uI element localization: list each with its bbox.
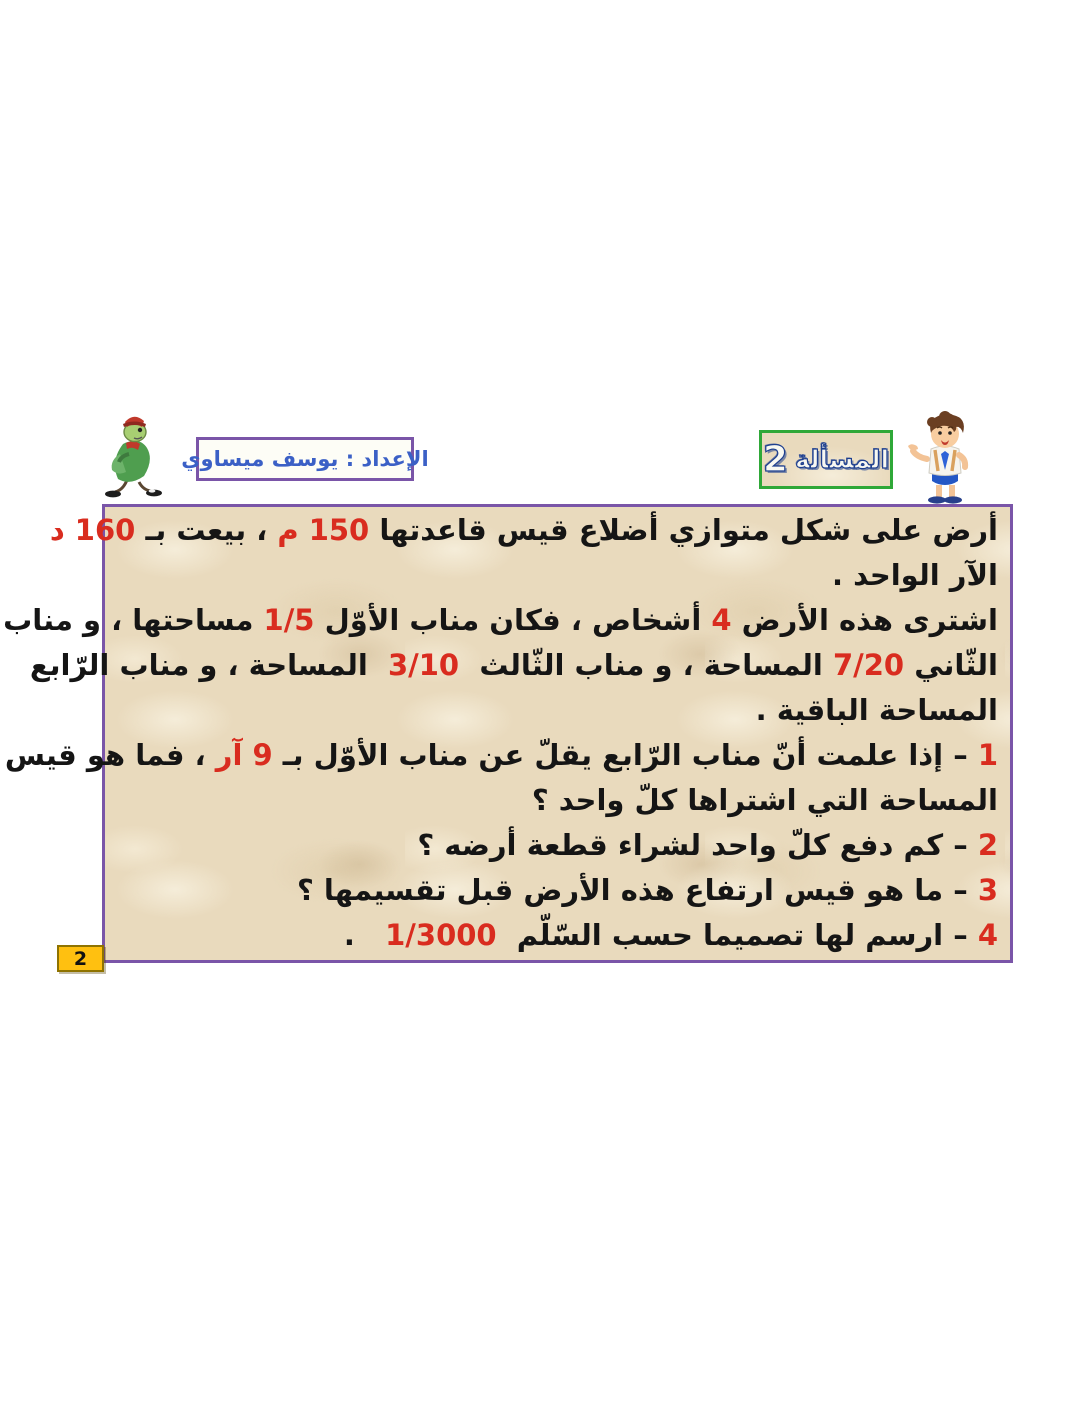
text-segment: 3/10 <box>387 648 460 682</box>
text-segment: ، بيعت بـ <box>135 513 278 547</box>
page-number-badge <box>57 945 104 972</box>
problem-line <box>4 733 998 778</box>
problem-title-number: 2 <box>762 438 788 480</box>
problem-line <box>115 688 998 733</box>
problem-box <box>3 504 1013 963</box>
text-segment: 1/3000 <box>385 918 497 952</box>
text-segment: الثّاني <box>904 648 998 682</box>
problem-line <box>115 823 998 868</box>
problem-title-word: المسألة <box>794 445 890 474</box>
text-segment: المساحة ، و مناب الثّالث <box>459 648 833 682</box>
schoolboy-character-icon <box>897 406 992 508</box>
problem-text <box>3 508 998 958</box>
text-segment: 3 <box>977 873 998 907</box>
text-segment: – ما هو قيس ارتفاع هذه الأرض قبل تقسيمها ؟ <box>296 873 978 907</box>
text-segment: 1/5 <box>263 603 315 637</box>
text-segment: 7/20 <box>832 648 905 682</box>
text-segment: اشترى هذه الأرض <box>731 603 998 637</box>
problem-title-box <box>759 430 893 489</box>
page-number-label: 2 <box>73 947 88 970</box>
text-segment: – كم دفع كلّ واحد لشراء قطعة أرضه ؟ <box>417 828 978 862</box>
problem-line <box>3 598 998 643</box>
text-segment: أشخاص ، فكان مناب الأوّل <box>314 603 712 637</box>
text-segment: ، فما هو قيس <box>4 738 216 772</box>
text-segment: الآر الواحد . <box>831 558 998 592</box>
text-segment: 150 م <box>277 513 370 547</box>
problem-line <box>115 553 998 598</box>
text-segment: المساحة التي اشتراها كلّ واحد ؟ <box>531 783 998 817</box>
text-segment: 2 <box>977 828 998 862</box>
text-segment: . <box>343 918 386 952</box>
text-segment: المساحة الباقية . <box>755 693 998 727</box>
author-box <box>181 437 429 481</box>
problem-line <box>29 643 998 688</box>
text-segment: 1 <box>977 738 998 772</box>
text-segment: 4 <box>977 918 998 952</box>
text-segment: – إذا علمت أنّ مناب الرّابع يقلّ عن مناب الأوّل بـ <box>272 738 978 772</box>
problem-line <box>115 913 998 958</box>
problem-line <box>49 508 998 553</box>
cricket-character-icon <box>93 410 177 502</box>
text-segment: 160 د <box>49 513 136 547</box>
text-segment: أرض على شكل متوازي أضلاع قيس قاعدتها <box>369 513 998 547</box>
text-segment: 4 <box>711 603 732 637</box>
text-segment: مساحتها ، و مناب <box>3 603 264 637</box>
problem-line <box>115 868 998 913</box>
text-segment: المساحة ، و مناب الرّابع <box>29 648 388 682</box>
problem-line <box>115 778 998 823</box>
author-label: الإعداد : يوسف ميساوي <box>181 447 429 471</box>
text-segment: – ارسم لها تصميما حسب السّلّم <box>496 918 978 952</box>
text-segment: 9 آر <box>215 738 273 772</box>
